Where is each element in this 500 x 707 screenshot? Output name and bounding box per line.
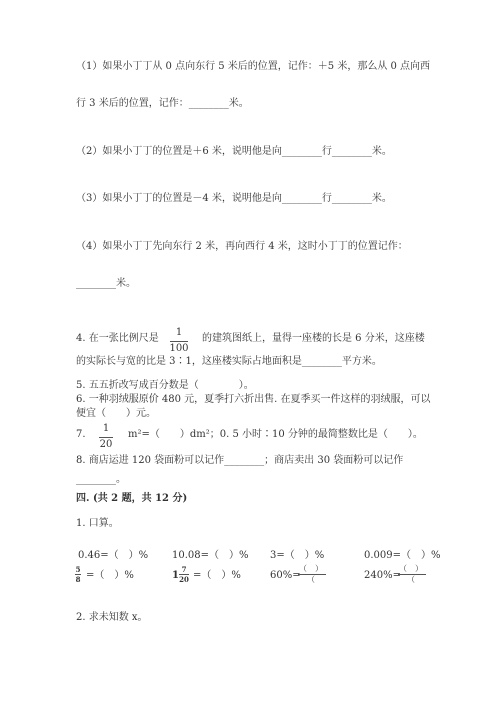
q1-line2: 行 3 米后的位置，记作：________米。	[76, 98, 249, 109]
q8-text-b: ________。	[76, 474, 126, 485]
k1-r2d-num: （ ）	[399, 564, 423, 573]
q1-line1: （1）如果小丁丁从 0 点向东行 5 米后的位置，记作：＋5 米，那么从 0 点向西	[76, 61, 431, 72]
q4-text-c: 的实际长与宽的比是 3∶1，这座楼实际占地面积是________平方米。	[76, 356, 382, 367]
k1-r1-c1: 0.46=（ ）%	[78, 550, 149, 561]
k1-r2b-rest: =（ ）%	[193, 570, 241, 581]
q3-line: （3）如果小丁丁的位置是－4 米，说明他是向________行________米。	[76, 193, 392, 204]
q7-frac-line	[99, 437, 113, 438]
q4-frac-line	[170, 341, 188, 342]
q2-line: （2）如果小丁丁的位置是＋6 米，说明他是向________行________米。	[76, 146, 392, 157]
q5-text: 5. 五五折改写成百分数是（ ）。	[76, 380, 254, 391]
k1-r2b-num: 7	[181, 565, 187, 574]
q7-frac-num: 1	[102, 423, 110, 434]
k2-title: 2. 求未知数 x。	[76, 612, 148, 623]
section-heading: 四. (共 2 题，共 12 分)	[76, 493, 188, 504]
q4-text-b: 的建筑图纸上，量得一座楼的长是 6 分米，这座楼	[202, 333, 425, 344]
q6-text-b: 便宜（ ）元。	[76, 408, 156, 419]
q4-sub-line2: ________米。	[76, 278, 136, 289]
q4-frac-num: 1	[175, 327, 183, 338]
k1-r2d-den: （	[407, 575, 415, 584]
k1-r1-c4: 0.009=（ ）%	[364, 550, 441, 561]
k1-r1-c3: 3=（ ）%	[270, 550, 325, 561]
q7-text: m²=（ ）dm²；0. 5 小时∶10 分钟的最简整数比是（ ）。	[128, 429, 423, 440]
k1-r2c-num: （ ）	[299, 564, 323, 573]
q6-text-a: 6. 一种羽绒服原价 480 元，夏季打六折出售. 在夏季买一件这样的羽绒服，可以	[76, 394, 431, 405]
k1-r2c-lead: 60%=	[270, 570, 301, 581]
q4-text-a: 4. 在一张比例尺是	[76, 333, 159, 344]
k1-r2a-num: 5	[75, 565, 81, 574]
k1-r2d-lead: 240%=	[364, 570, 401, 581]
q8-text-a: 8. 商店运进 120 袋面粉可以记作________；商店卖出 30 袋面粉可以记作	[76, 455, 404, 466]
k1-r2b-den: 20	[179, 575, 189, 584]
k1-title: 1. 口算。	[76, 518, 119, 529]
k1-r2b-whole: 1	[172, 570, 179, 581]
k1-r2a-den: 8	[75, 575, 81, 584]
k1-r1-c2: 10.08=（ ）%	[172, 550, 249, 561]
q7-label: 7.	[76, 429, 86, 440]
q4-sub-line1: （4）如果小丁丁先向东行 2 米，再向西行 4 米，这时小丁丁的位置记作：	[76, 241, 408, 252]
q4-frac-den: 100	[169, 343, 189, 354]
k1-r2a-rest: =（ ）%	[86, 570, 134, 581]
k1-r2c-den: （	[307, 575, 315, 584]
q7-frac-den: 20	[99, 439, 113, 450]
